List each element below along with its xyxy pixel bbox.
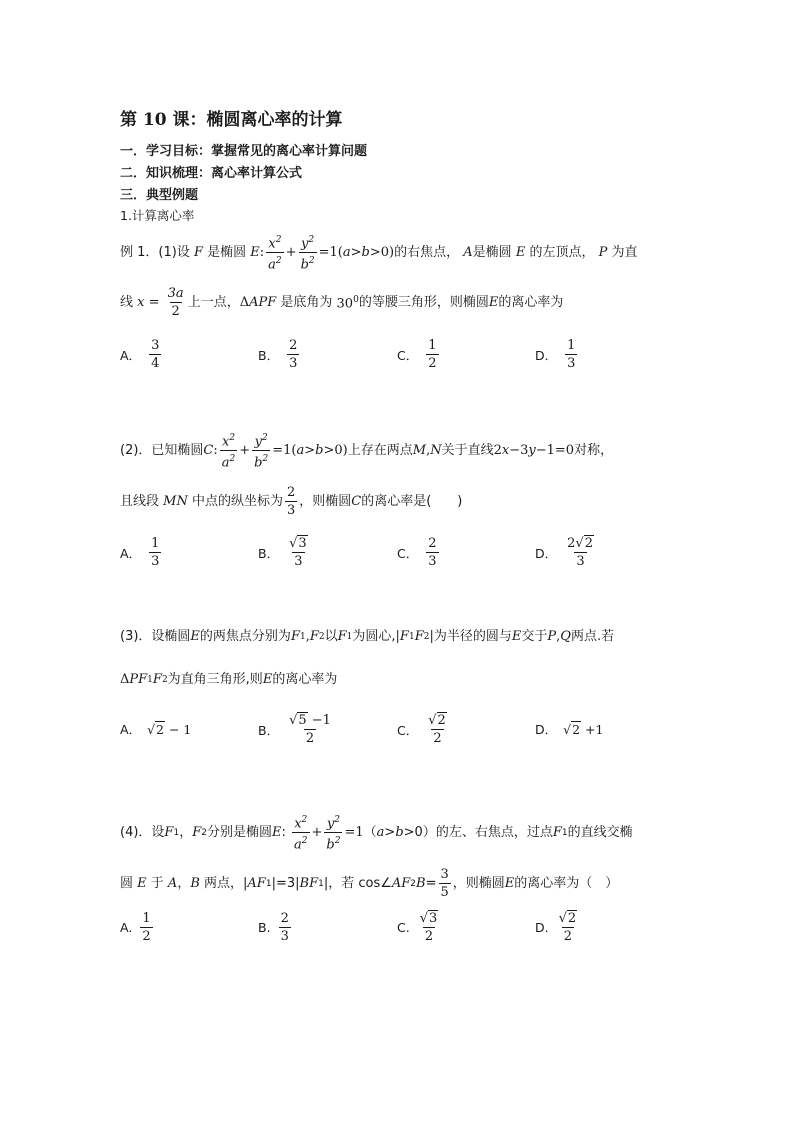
q1-option-c[interactable]: C． $\frac{1}{2}$ [397,338,437,371]
q1-line1: 例 1．(1)设 F 是椭圆 E : $\frac{x^2}{a^2}$ + $\frac{y^2}{b^2}$ =1( a > b >0) 的右焦点， A 是椭圆 E 的左顶点， P 为直 [120,235,638,273]
section-knowledge: 二．知识梳理：离心率计算公式 [120,166,303,181]
q3-option-b[interactable]: B． $\frac{√5 -1}{2}$ [258,713,331,746]
q4-line1: (4)．设 F 1 ， F 2 分别是椭圆 E : $\frac{x^2}{a^2}$ + $\frac{y^2}{b^2}$ =1 （ a > b >0 ）的左、右焦点，过点 F 1 的直线交椭 [120,815,633,853]
q3-option-d[interactable]: D． √2 +1 [535,721,604,737]
q4-option-c[interactable]: C. $\frac{√3}{2}$ [397,911,438,944]
q2-option-d[interactable]: D． $\frac{2√2}{3}$ [535,536,593,569]
q4-option-d[interactable]: D. $\frac{√2}{2}$ [535,911,577,944]
q2-option-c[interactable]: C． $\frac{2}{3}$ [397,536,437,569]
q2-option-a[interactable]: A． $\frac{1}{3}$ [120,536,160,569]
q1-option-a[interactable]: A． $\frac{3}{4}$ [120,338,160,371]
q3-line1: (3)．设椭圆 E 的两焦点分别为 F 1 , F 2 以 F 1 为圆心, | F 1 F 2 | 为半径的圆与 E 交于 P , Q 两点.若 [120,629,615,644]
q2-option-b[interactable]: B． $\frac{√3}{3}$ [258,536,307,569]
q1-line2: 线 x = $\frac{3a}{2}$ 上一点， Δ APF 是底角为 $30^0$ 的等腰三角形，则椭圆 E 的离心率为 [120,286,564,319]
section-examples: 三．典型例题 [120,188,199,203]
page-title: 第 10 课：椭圆离心率的计算 [120,110,343,130]
q3-option-a[interactable]: A． √2 − 1 [120,721,192,737]
subsection-eccentricity: 1.计算离心率 [120,208,195,223]
q3-option-c[interactable]: C． $\frac{√2}{2}$ [397,713,446,746]
q4-line2: 圆 E 于 A ， B 两点，| AF 1 |=3| BF 1 |，若 cos∠ AF 2 B = $\frac{3}{5}$ ，则椭圆 E 的离心率为（ ） [120,867,619,900]
q2-line1: (2)．已知椭圆 C : $\frac{x^2}{a^2}$ + $\frac{y^2}{b^2}$ =1( a > b >0) 上存在两点 M , N 关于直线 2 x −3 y −1=0 对称， [120,433,614,471]
q4-option-a[interactable]: A. $\frac{1}{2}$ [120,911,151,944]
section-learning-goal: 一．学习目标：掌握常见的离心率计算问题 [120,144,368,159]
q2-line2: 且线段 MN 中点的纵坐标为 $\frac{2}{3}$ ，则椭圆 C 的离心率是( ) [120,485,463,518]
q1-option-d[interactable]: D． $\frac{1}{3}$ [535,338,576,371]
q1-option-b[interactable]: B． $\frac{2}{3}$ [258,338,298,371]
q3-line2: Δ PF 1 F 2 为直角三角形,则 E 的离心率为 [120,672,338,687]
q4-option-b[interactable]: B. $\frac{2}{3}$ [258,911,289,944]
